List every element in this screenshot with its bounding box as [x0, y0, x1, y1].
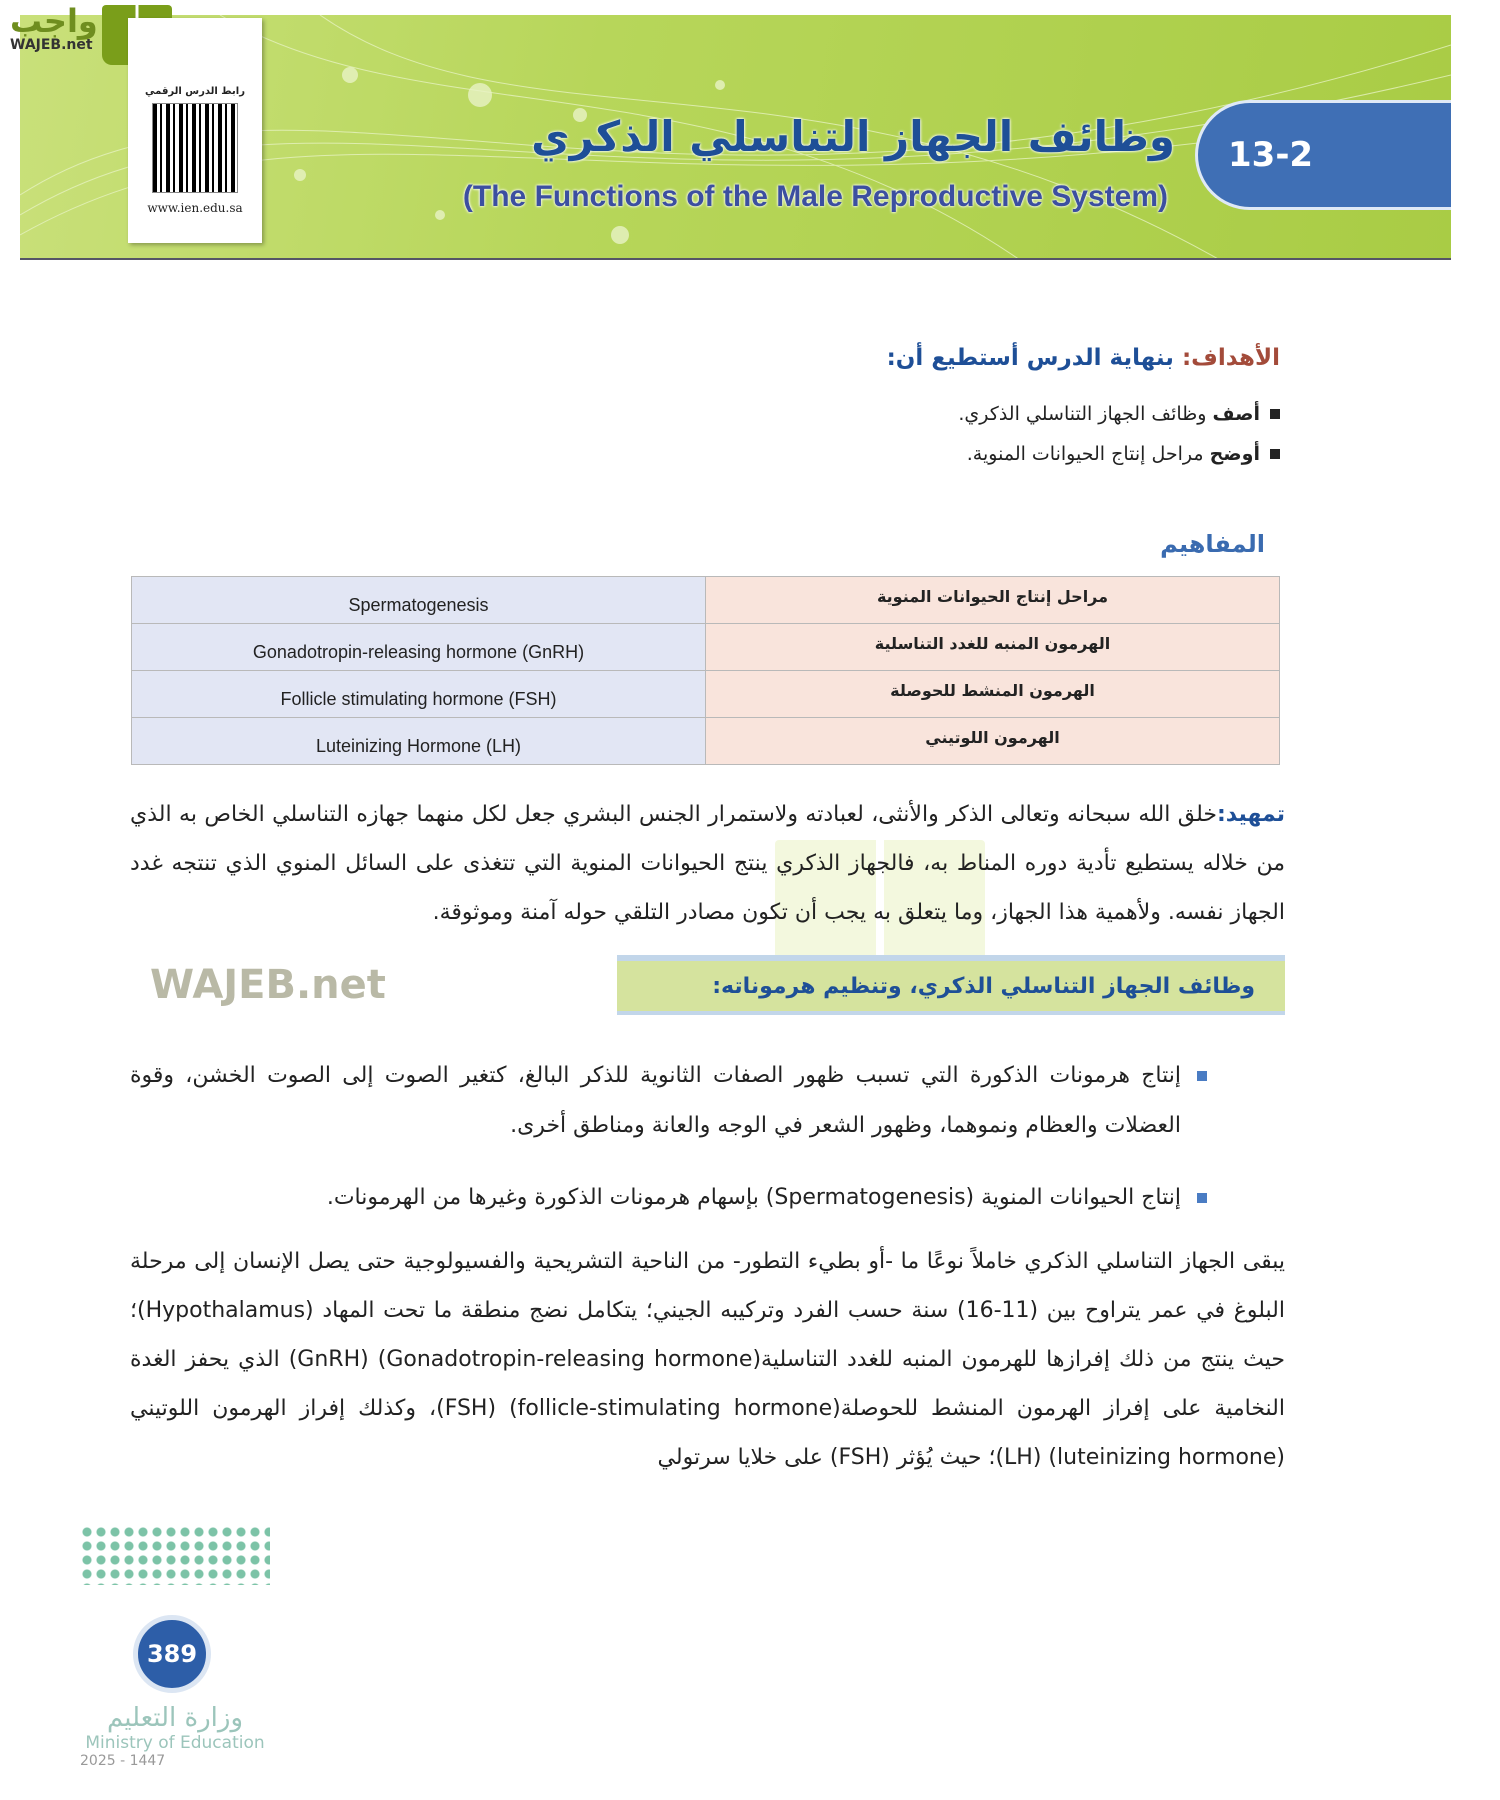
function-item-text: إنتاج الحيوانات المنوية (Spermatogenesis) بإسهام هرمونات الذكورة وغيرها من الهرمونات. — [326, 1185, 1181, 1210]
objective-item — [958, 403, 1280, 425]
year: 2025 - 1447 — [80, 1753, 166, 1769]
intro-paragraph — [130, 790, 1285, 937]
section-title: وظائف الجهاز التناسلي الذكري، وتنظيم هرموناته: — [712, 973, 1255, 999]
objective-item — [967, 443, 1280, 465]
qr-card[interactable] — [128, 18, 262, 243]
table-row — [132, 718, 1280, 765]
concept-en: Follicle stimulating hormone (FSH) — [132, 671, 706, 718]
logo-ar: واجب — [10, 2, 98, 40]
bullet-icon — [1270, 409, 1280, 419]
concepts-heading: المفاهيم — [1160, 530, 1265, 558]
page-number: 389 — [146, 1640, 198, 1668]
ministry-en: Ministry of Education — [85, 1733, 265, 1753]
objective-text: وظائف الجهاز التناسلي الذكري. — [958, 403, 1207, 425]
objective-verb: أوضح — [1209, 443, 1260, 465]
section-number: 13-2 — [1228, 135, 1314, 175]
concept-ar: الهرمون المنبه للغدد التناسلية — [706, 624, 1280, 671]
qr-code[interactable] — [152, 103, 238, 193]
page-title-ar: وظائف الجهاز التناسلي الذكري — [531, 112, 1175, 161]
section-row — [130, 955, 1285, 1015]
function-item-text: إنتاج هرمونات الذكورة التي تسبب ظهور الصفات الثانوية للذكر البالغ، كتغير الصوت إلى الصوت الخشن، وقوة العضلات والعظام ونموهما، وظهور الشعر في الوجه والعانة ومناطق أخرى. — [130, 1063, 1181, 1138]
dots-pattern — [80, 1525, 270, 1585]
watermark-text: WAJEB.net — [150, 962, 386, 1008]
table-row — [132, 624, 1280, 671]
function-item — [130, 1051, 1285, 1151]
objectives-intro: بنهاية الدرس أستطيع أن: — [886, 345, 1174, 371]
objective-text: مراحل إنتاج الحيوانات المنوية. — [966, 443, 1204, 465]
intro-text: خلق الله سبحانه وتعالى الذكر والأنثى، لعبادته ولاستمرار الجنس البشري جعل لكل منهما جهازه التناسلي الخاص به الذي من خلاله يستطيع تأدية دوره المناط به، فالجهاز الذكري ينتج الحيوانات المنوية التي تتغذى على السائل المنوي الذي تنتجه غدد الجهاز نفسه. ولأهمية هذا الجهاز، وما يتعلق به يجب أن تكون مصادر التلقي حوله آمنة وموثوقة. — [130, 802, 1285, 925]
table-row — [132, 577, 1280, 624]
page-number-badge — [133, 1615, 211, 1693]
ministry-ar: وزارة التعليم — [106, 1703, 244, 1733]
function-item — [130, 1173, 1285, 1223]
objective-verb: أصف — [1212, 403, 1260, 425]
bullet-icon — [1197, 1071, 1207, 1081]
concept-ar: مراحل إنتاج الحيوانات المنوية — [706, 577, 1280, 624]
concepts-table — [131, 576, 1280, 765]
concept-en: Gonadotropin-releasing hormone (GnRH) — [132, 624, 706, 671]
section-number-tab — [1195, 100, 1451, 210]
body-paragraph: يبقى الجهاز التناسلي الذكري خاملاً نوعًا ما -أو بطيء التطور- من الناحية التشريحية والفسيولوجية حتى يصل الإنسان إلى مرحلة البلوغ في عمر يتراوح بين (11-16) سنة حسب الفرد وتركيبه الجيني؛ يتكامل نضج منطقة ما تحت المهاد (Hypothalamus)؛ حيث ينتج من ذلك إفرازها للهرمون المنبه للغدد التناسلية(Gonadotropin-releasing hormone) (GnRH) الذي يحفز الغدة النخامية على إفراز الهرمون المنشط للحوصلة(follicle-stimulating hormone) (FSH)، وكذلك إفراز الهرمون اللوتيني (luteinizing hormone) (LH)؛ حيث يُؤثر (FSH) على خلايا سرتولي — [130, 1249, 1285, 1470]
objectives-label: الأهداف: — [1181, 345, 1280, 371]
concept-en: Spermatogenesis — [132, 577, 706, 624]
main-content — [130, 790, 1285, 1482]
page-title-en: (The Functions of the Male Reproductive System) — [462, 180, 1168, 213]
bullet-icon — [1197, 1193, 1207, 1203]
concept-ar: الهرمون اللوتيني — [706, 718, 1280, 765]
logo-en: WAJEB.net — [10, 37, 93, 53]
table-row — [132, 671, 1280, 718]
qr-url[interactable]: www.ien.edu.sa — [147, 201, 243, 215]
bullet-icon — [1270, 449, 1280, 459]
concept-ar: الهرمون المنشط للحوصلة — [706, 671, 1280, 718]
section-heading — [617, 955, 1285, 1015]
intro-label: تمهيد: — [1216, 802, 1285, 827]
concept-en: Luteinizing Hormone (LH) — [132, 718, 706, 765]
qr-caption: رابط الدرس الرقمي — [145, 86, 245, 97]
objectives-heading — [887, 345, 1280, 371]
